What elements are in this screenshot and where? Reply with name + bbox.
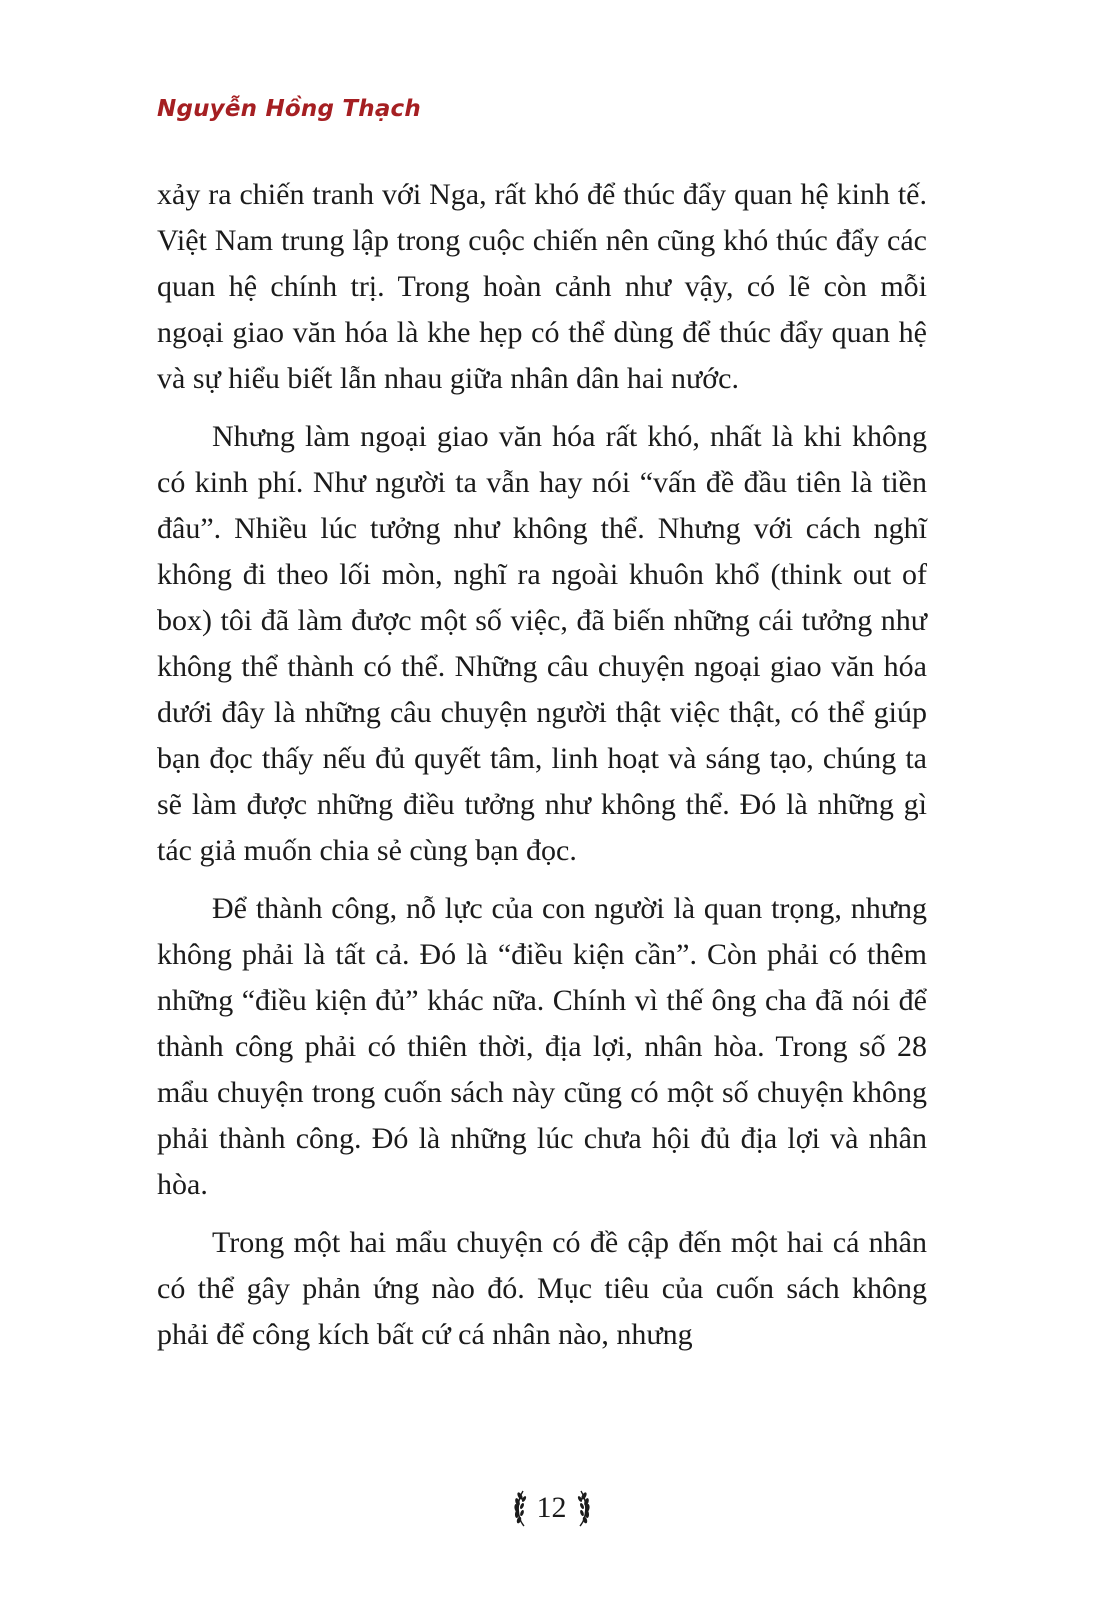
page-footer [0, 1488, 1103, 1528]
laurel-right-icon [575, 1488, 593, 1528]
running-header-author: Nguyễn Hồng Thạch [157, 96, 421, 122]
body-text [157, 172, 927, 1370]
paragraph-2: Nhưng làm ngoại giao văn hóa rất khó, nhất là khi không có kinh phí. Như người ta vẫn hay nói “vấn đề đầu tiên là tiền đâu”. Nhiều lúc tưởng như không thể. Nhưng với cách nghĩ không đi theo lối mòn, nghĩ ra ngoài khuôn khổ (think out of box) tôi đã làm được một số việc, đã biến những cái tưởng như không thể thành có thể. Những câu chuyện ngoại giao văn hóa dưới đây là những câu chuyện người thật việc thật, có thể giúp bạn đọc thấy nếu đủ quyết tâm, linh hoạt và sáng tạo, chúng ta sẽ làm được những điều tưởng như không thể. Đó là những gì tác giả muốn chia sẻ cùng bạn đọc. [157, 420, 927, 867]
paragraph-1: xảy ra chiến tranh với Nga, rất khó để thúc đẩy quan hệ kinh tế. Việt Nam trung lập trong cuộc chiến nên cũng khó thúc đẩy các quan hệ chính trị. Trong hoàn cảnh như vậy, có lẽ còn mỗi ngoại giao văn hóa là khe hẹp có thể dùng để thúc đẩy quan hệ và sự hiểu biết lẫn nhau giữa nhân dân hai nước. [157, 178, 927, 395]
folio [511, 1488, 593, 1528]
laurel-left-icon [511, 1488, 529, 1528]
page-number: 12 [536, 1491, 567, 1524]
paragraph-4: Trong một hai mẩu chuyện có đề cập đến một hai cá nhân có thể gây phản ứng nào đó. Mục tiêu của cuốn sách không phải để công kích bất cứ cá nhân nào, nhưng [157, 1226, 927, 1351]
paragraph-3: Để thành công, nỗ lực của con người là quan trọng, nhưng không phải là tất cả. Đó là “điều kiện cần”. Còn phải có thêm những “điều kiện đủ” khác nữa. Chính vì thế ông cha đã nói để thành công phải có thiên thời, địa lợi, nhân hòa. Trong số 28 mẩu chuyện trong cuốn sách này cũng có một số chuyện không phải thành công. Đó là những lúc chưa hội đủ địa lợi và nhân hòa. [157, 892, 927, 1201]
